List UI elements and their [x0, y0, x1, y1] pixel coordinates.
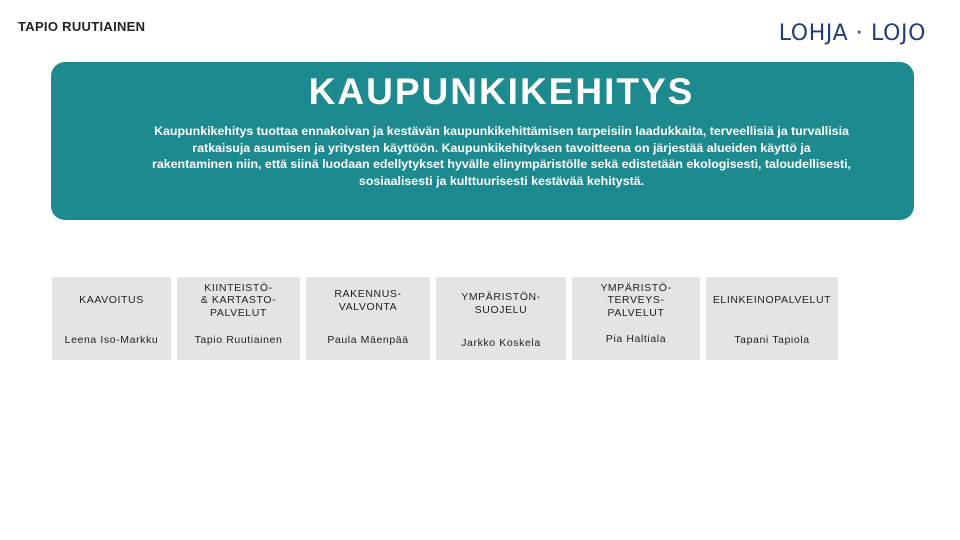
unit-head-ymparistoterveys: Pia Haltiala — [572, 322, 700, 360]
unit-name-rakennusvalvonta: RAKENNUS- VALVONTA — [306, 277, 430, 322]
unit-head-elinkeinopalvelut: Tapani Tapiola — [706, 322, 838, 360]
hero-panel — [51, 62, 914, 220]
unit-head-ymparistonsuojelu: Jarkko Koskela — [436, 322, 566, 360]
unit-head-rakennusvalvonta: Paula Mäenpää — [306, 322, 430, 360]
hero-description: Kaupunkikehitys tuottaa ennakoivan ja kestävän kaupunkikehittämisen tarpeisiin laadukkaita, terveellisiä ja turvallisia ratkaisuja asumisen ja yritysten käyttöön. Kaupunkikehityksen tavoitteena on järjestää alueiden käyttö ja rakentaminen niin, että siinä luodaan edellytykset hyvälle elinympäristölle sekä edistetään ekologisesti, taloudellisesti, sosiaalisesti ja kulttuurisesti kestävää kehitystä. — [152, 124, 851, 188]
unit-grid — [52, 277, 838, 360]
unit-name-kaavoitus: KAAVOITUS — [52, 277, 171, 322]
author-name: TAPIO RUUTIAINEN — [18, 19, 146, 34]
unit-name-ymparistonsuojelu: YMPÄRISTÖN- SUOJELU — [436, 277, 566, 322]
page-title: KAUPUNKIKEHITYS — [308, 71, 695, 112]
unit-name-elinkeinopalvelut: ELINKEINOPALVELUT — [706, 277, 838, 322]
unit-name-ymparistoterveys: YMPÄRISTÖ- TERVEYS- PALVELUT — [572, 277, 700, 322]
unit-head-kiinteisto: Tapio Ruutiainen — [177, 322, 300, 360]
lohja-lojo-logo: LOHJA · LOJO — [778, 21, 926, 46]
unit-head-kaavoitus: Leena Iso-Markku — [52, 322, 171, 360]
unit-name-kiinteisto: KIINTEISTÖ- & KARTASTO- PALVELUT — [177, 277, 300, 322]
